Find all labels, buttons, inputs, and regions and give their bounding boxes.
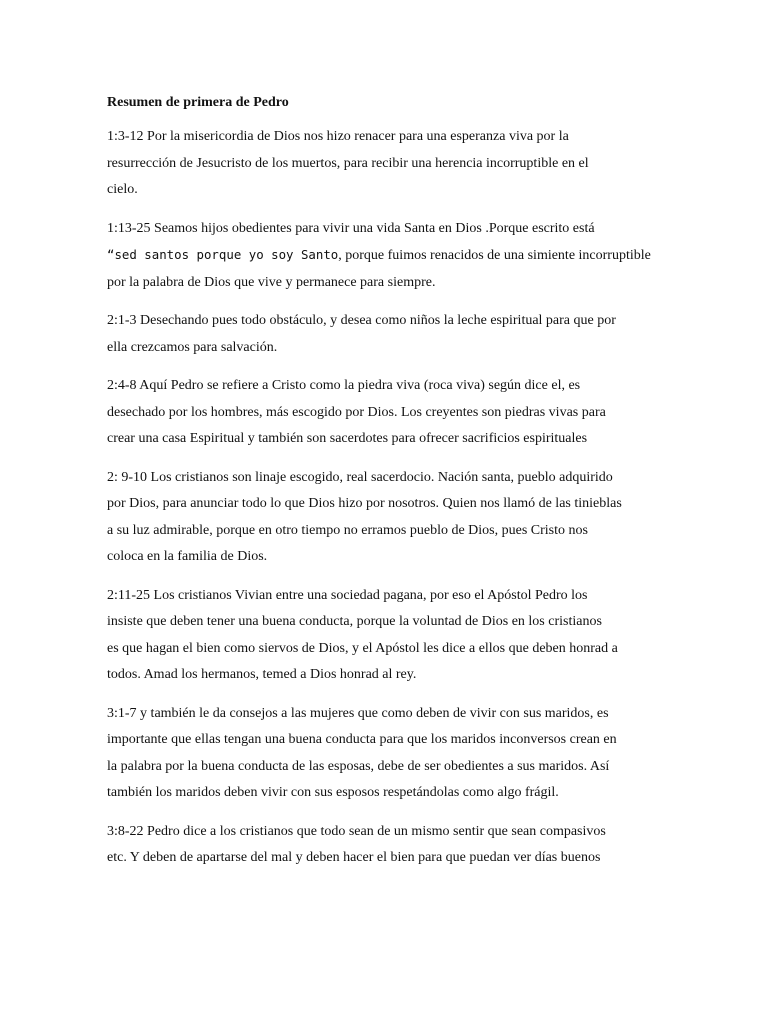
paragraph-2-1-3	[107, 308, 667, 361]
quote-line-rest: , porque fuimos renacidos de una simiente incorruptible	[338, 248, 651, 263]
text-line: crear una casa Espiritual y también son sacerdotes para ofrecer sacrificios espirituales	[107, 431, 588, 446]
text-line: todos. Amad los hermanos, temed a Dios honrad al rey.	[107, 667, 417, 682]
text-line: 2:1-3 Desechando pues todo obstáculo, y desea como niños la leche espiritual para que por	[107, 313, 616, 328]
text-line: 1:13-25 Seamos hijos obedientes para vivir una vida Santa en Dios .Porque escrito está	[107, 220, 595, 236]
text-line: cielo.	[107, 182, 138, 197]
document-body	[107, 90, 667, 884]
text-line: etc. Y deben de apartarse del mal y deben hacer el bien para que puedan ver días buenos	[107, 850, 601, 865]
paragraph-2-4-8	[107, 373, 667, 453]
text-line: también los maridos deben vivir con sus esposos respetándolas como algo frágil.	[107, 785, 559, 800]
text-line: por Dios, para anunciar todo lo que Dios hizo por nosotros. Quien nos llamó de las tinieblas	[107, 496, 622, 511]
text-line: 2:4-8 Aquí Pedro se refiere a Cristo como la piedra viva (roca viva) según dice el, es	[107, 378, 581, 393]
text-line: desechado por los hombres, más escogido por Dios. Los creyentes son piedras vivas para	[107, 404, 606, 420]
text-line: 2:11-25 Los cristianos Vivian entre una sociedad pagana, por eso el Apóstol Pedro los	[107, 587, 588, 603]
quote-text: “sed santos porque yo soy Santo	[107, 247, 339, 262]
document-title: Resumen de primera de Pedro	[107, 95, 289, 110]
text-line: a su luz admirable, porque en otro tiempo no erramos pueblo de Dios, pues Cristo nos	[107, 522, 588, 538]
text-line: 1:3-12 Por la misericordia de Dios nos hizo renacer para una esperanza viva por la	[107, 129, 569, 144]
text-line: 3:1-7 y también le da consejos a las mujeres que como deben de vivir con sus maridos, es	[107, 705, 609, 721]
paragraph-2-11-25	[107, 583, 667, 689]
paragraph-1-3-12	[107, 124, 667, 204]
text-line: 2: 9-10 Los cristianos son linaje escogido, real sacerdocio. Nación santa, pueblo adquirido	[107, 469, 613, 485]
text-line: resurrección de Jesucristo de los muertos, para recibir una herencia incorruptible en el	[107, 155, 589, 171]
text-line: 3:8-22 Pedro dice a los cristianos que todo sean de un mismo sentir que sean compasivos	[107, 823, 606, 839]
text-line: la palabra por la buena conducta de las esposas, debe de ser obedientes a sus maridos. Así	[107, 758, 610, 774]
paragraph-3-1-7	[107, 701, 667, 807]
text-line: insiste que deben tener una buena conducta, porque la voluntad de Dios en los cristianos	[107, 614, 602, 629]
paragraph-3-8-22	[107, 819, 667, 872]
paragraph-2-9-10	[107, 465, 667, 571]
text-line: es que hagan el bien como siervos de Dios, y el Apóstol les dice a ellos que deben honrad a	[107, 640, 618, 656]
text-line-with-quote	[107, 242, 667, 270]
text-line: importante que ellas tengan una buena conducta para que los maridos inconversos crean en	[107, 732, 617, 747]
paragraph-1-13-25	[107, 216, 667, 297]
text-line: coloca en la familia de Dios.	[107, 549, 268, 564]
text-line: ella crezcamos para salvación.	[107, 339, 278, 355]
text-line: por la palabra de Dios que vive y permanece para siempre.	[107, 274, 436, 290]
